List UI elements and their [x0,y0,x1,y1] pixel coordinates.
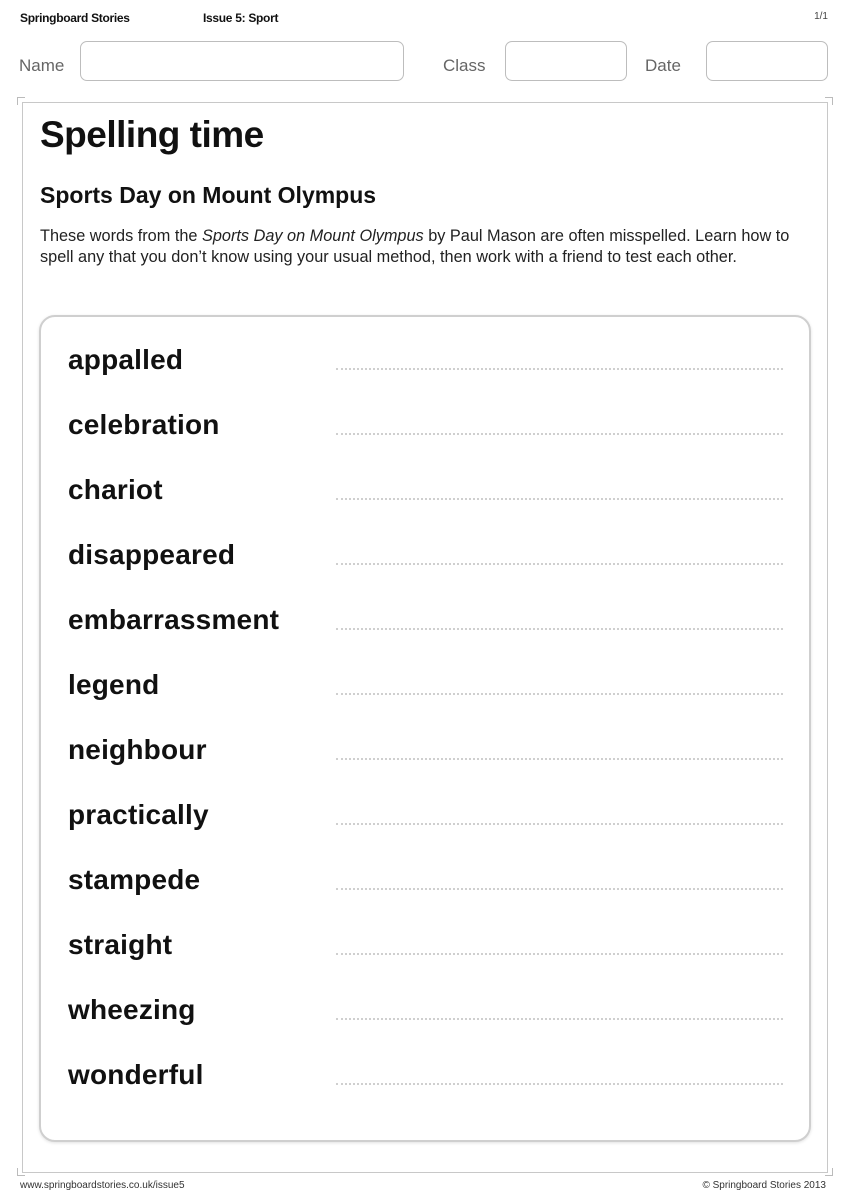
page-title: Spelling time [40,114,264,155]
writing-line[interactable] [336,368,783,370]
spelling-word: straight [68,929,173,960]
spelling-word: legend [68,669,160,700]
word-row [68,923,783,963]
word-row [68,598,783,638]
writing-line[interactable] [336,628,783,630]
word-row [68,728,783,768]
writing-line[interactable] [336,953,783,955]
instructions [40,226,800,268]
spelling-word: celebration [68,409,220,440]
word-row [68,663,783,703]
word-row [68,858,783,898]
class-label: Class [443,56,486,75]
name-field[interactable] [80,41,404,81]
footer-copyright: © Springboard Stories 2013 [702,1180,826,1191]
spelling-word: wheezing [68,994,196,1025]
word-row [68,468,783,508]
corner-mark [825,97,833,105]
page-number: 1/1 [814,11,828,22]
word-row [68,338,783,378]
corner-mark [17,97,25,105]
header-publication: Springboard Stories [20,11,130,25]
corner-mark [17,1168,25,1176]
word-row [68,533,783,573]
writing-line[interactable] [336,1018,783,1020]
spelling-word: disappeared [68,539,236,570]
spelling-word: neighbour [68,734,207,765]
intro-text: These words from the [40,227,202,245]
name-label: Name [19,56,65,75]
word-row [68,793,783,833]
writing-line[interactable] [336,888,783,890]
spelling-word: wonderful [68,1059,204,1090]
writing-line[interactable] [336,563,783,565]
spelling-word: practically [68,799,209,830]
writing-line[interactable] [336,498,783,500]
writing-line[interactable] [336,693,783,695]
spelling-word: stampede [68,864,201,895]
date-field[interactable] [706,41,828,81]
spelling-word: chariot [68,474,163,505]
intro-story-title: Sports Day on Mount Olympus [201,227,424,245]
writing-line[interactable] [336,1083,783,1085]
word-row [68,1053,783,1093]
footer-url: www.springboardstories.co.uk/issue5 [20,1180,185,1191]
worksheet-subtitle: Sports Day on Mount Olympus [40,182,377,208]
intro-text: by Paul Mason are often misspelled. Learn how to spell any that you don’t know using your usual method, then work with a friend to test each other. [40,227,790,266]
header-issue: Issue 5: Sport [203,11,279,25]
date-label: Date [645,56,681,75]
class-field[interactable] [505,41,627,81]
word-row [68,988,783,1028]
spelling-word: embarrassment [68,604,280,635]
corner-mark [825,1168,833,1176]
writing-line[interactable] [336,758,783,760]
word-row [68,403,783,443]
writing-line[interactable] [336,823,783,825]
spelling-word: appalled [68,344,184,375]
writing-line[interactable] [336,433,783,435]
